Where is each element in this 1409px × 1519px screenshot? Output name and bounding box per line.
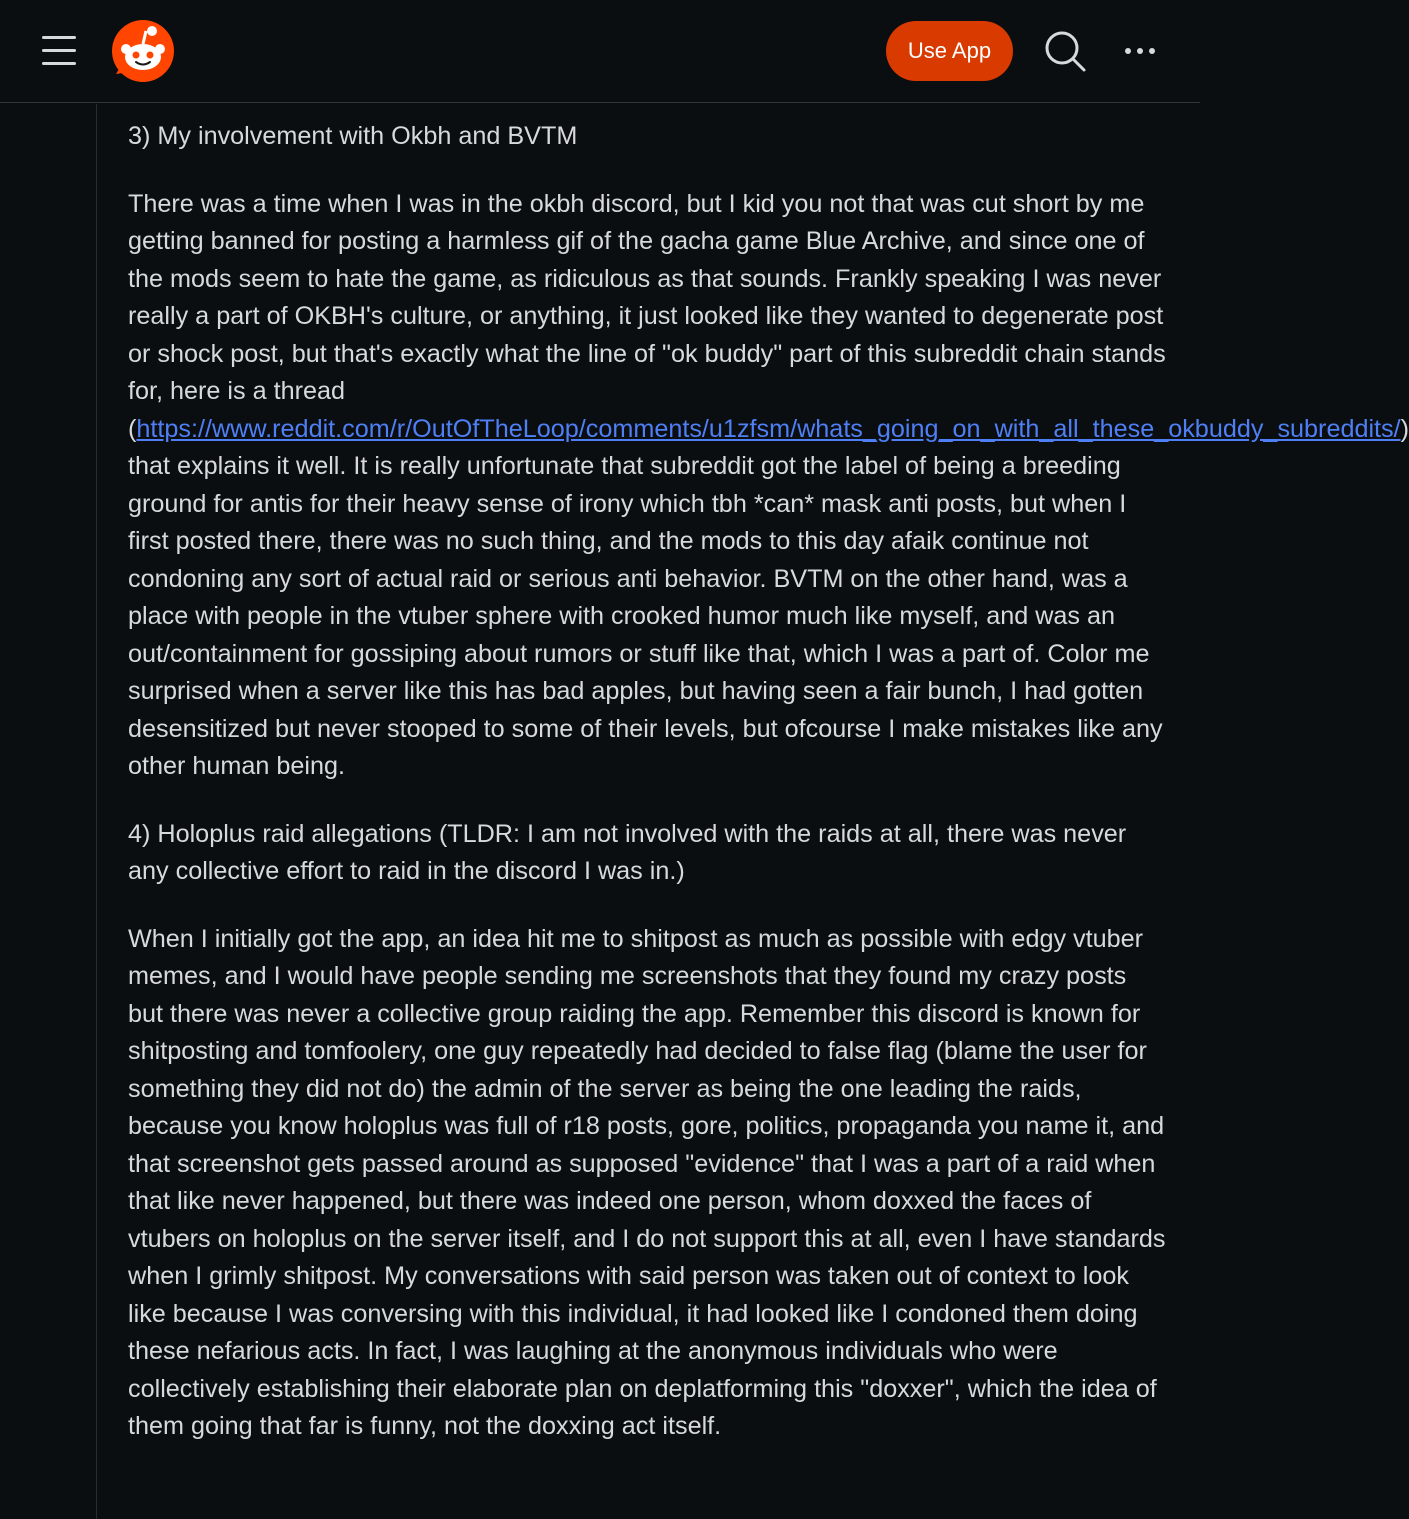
section-3-heading: 3) My involvement with Okbh and BVTM xyxy=(128,122,578,150)
section-3-text-before-link: There was a time when I was in the okbh discord, but I kid you not that was cut short by me getting banned for posting a harmless gif of the gacha game Blue Archive, and since one of the mods seem to hate the game, as ridiculous as that sounds. Frankly speaking I was never really a part of OKBH's culture, or anything, it just looked like they wanted to degenerate post or shock post, but that's exactly what the line of "ok buddy" part of this subreddit chain stands for, here is a thread ( xyxy=(128,189,1166,443)
section-3-text-after-link: ) that explains it well. It is really unfortunate that subreddit got the label of being a breeding ground for antis for their heavy sense of irony which tbh *can* mask anti posts, but when I first posted there, there was no such thing, and the mods to this day afaik continue not condoning any sort of actual raid or serious anti behavior. BVTM on the other hand, was a place with people in the vtuber sphere with crooked humor much like myself, and was an out/containment for gossiping about rumors or stuff like that, which I was a part of. Color me surprised when a server like this has bad apples, but having seen a fair bunch, I had gotten desensitized but never stooped to some of their levels, but ofcourse I make mistakes like any other human being. xyxy=(128,414,1409,780)
search-icon[interactable] xyxy=(1042,28,1088,74)
more-options-icon[interactable] xyxy=(1118,30,1162,72)
section-3-body xyxy=(128,186,1409,786)
use-app-button[interactable]: Use App xyxy=(886,21,1013,81)
section-4-body: When I initially got the app, an idea hit me to shitpost as much as possible with edgy vtuber memes, and I would have people sending me screenshots that they found my crazy posts but there was never a collective group raiding the app. Remember this discord is known for shitposting and tomfoolery, one guy repeatedly had decided to false flag (blame the user for something they did not do) the admin of the server as being the one leading the raids, because you know holoplus was full of r18 posts, gore, politics, propaganda you name it, and that screenshot gets passed around as supposed "evidence" that I was a part of a raid when that like never happened, but there was indeed one person, whom doxxed the faces of vtubers on holoplus on the server itself, and I do not support this at all, even I have standards when I grimly shitpost. My conversations with said person was taken out of context to look like because I was conversing with this individual, it had looked like I condoned them doing these nefarious acts. In fact, I was laughing at the anonymous individuals who were collectively establishing their elaborate plan on deplatforming this "doxxer", which the idea of them going that far is funny, not the doxxing act itself. xyxy=(128,924,1166,1440)
top-navigation-bar xyxy=(0,0,1200,103)
comment-body xyxy=(128,118,1409,1476)
hamburger-menu-icon[interactable] xyxy=(40,34,78,68)
comment-thread-line[interactable] xyxy=(96,104,97,1519)
reddit-logo-icon[interactable] xyxy=(112,20,174,82)
out-of-the-loop-thread-link[interactable]: https://www.reddit.com/r/OutOfTheLoop/comments/u1zfsm/whats_going_on_with_all_these_okbuddy_subreddits/ xyxy=(136,414,1401,443)
section-4-heading: 4) Holoplus raid allegations (TLDR: I am not involved with the raids at all, there was never any collective effort to raid in the discord I was in.) xyxy=(128,819,1127,885)
